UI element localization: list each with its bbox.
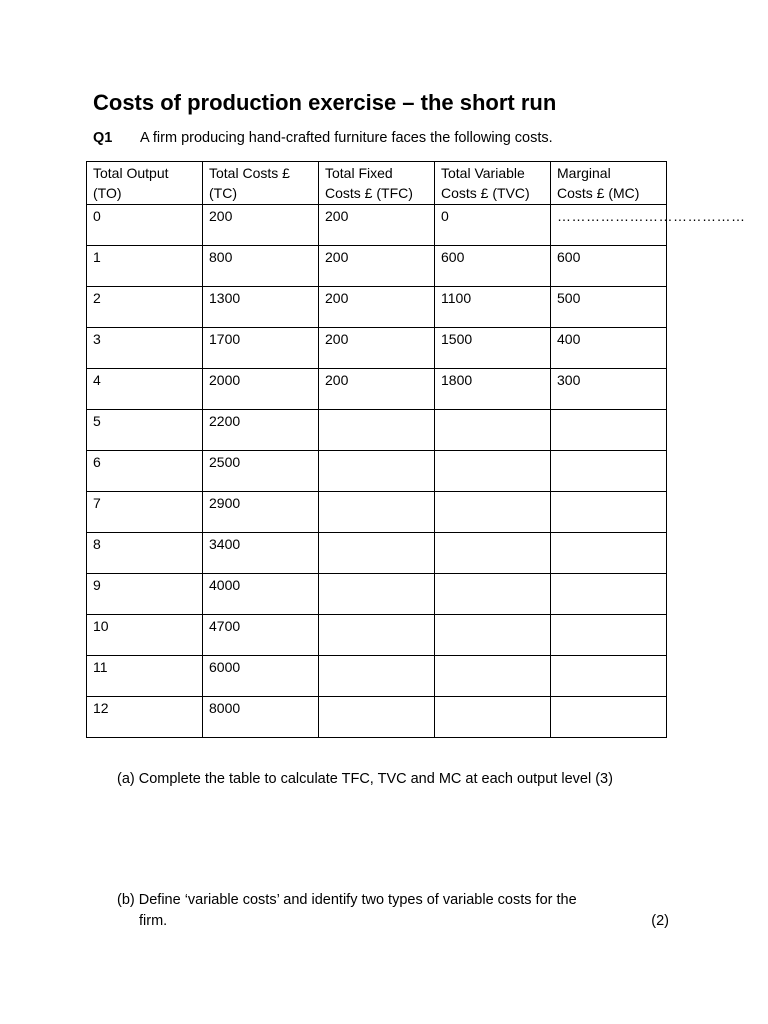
column-header-line: Total Variable: [441, 165, 525, 181]
table-row: [87, 492, 667, 533]
table-row: [87, 451, 667, 492]
table-cell: 1: [87, 246, 203, 287]
table-cell[interactable]: [319, 451, 435, 492]
table-cell: 0: [87, 205, 203, 246]
table-cell: 2500: [203, 451, 319, 492]
table-cell[interactable]: [435, 533, 551, 574]
part-b-line-1: (b) Define ‘variable costs’ and identify two types of variable costs for the: [117, 892, 577, 908]
table-cell: 1100: [435, 287, 551, 328]
table-cell: 1800: [435, 369, 551, 410]
table-cell: 2: [87, 287, 203, 328]
table-cell: 10: [87, 615, 203, 656]
table-row: [87, 656, 667, 697]
table-cell: 4: [87, 369, 203, 410]
table-cell: 200: [319, 328, 435, 369]
table-cell[interactable]: [551, 533, 667, 574]
table-row: [87, 287, 667, 328]
table-cell: 200: [319, 246, 435, 287]
table-cell[interactable]: [435, 451, 551, 492]
table-cell[interactable]: [435, 656, 551, 697]
table-cell: 600: [551, 246, 667, 287]
table-cell[interactable]: [319, 615, 435, 656]
table-cell: 1700: [203, 328, 319, 369]
table-row: [87, 697, 667, 738]
column-header-line: Costs £ (TVC): [441, 185, 530, 201]
table-cell[interactable]: [319, 574, 435, 615]
question-prompt: [93, 130, 553, 146]
column-header-line: Costs £ (TFC): [325, 185, 413, 201]
table-cell: 800: [203, 246, 319, 287]
table-cell: 1500: [435, 328, 551, 369]
table-cell: 8000: [203, 697, 319, 738]
table-cell: 1300: [203, 287, 319, 328]
table-cell: 4000: [203, 574, 319, 615]
table-cell[interactable]: [435, 410, 551, 451]
table-cell: 11: [87, 656, 203, 697]
table-cell[interactable]: [551, 492, 667, 533]
part-b-line-2-text: firm.: [139, 913, 168, 929]
part-b-instruction: [117, 890, 669, 932]
table-cell: 6: [87, 451, 203, 492]
table-cell[interactable]: [551, 656, 667, 697]
column-header: [435, 162, 551, 205]
table-cell[interactable]: [435, 615, 551, 656]
column-header-line: (TO): [93, 185, 122, 201]
table-cell: 12: [87, 697, 203, 738]
table-cell: 2000: [203, 369, 319, 410]
column-header: [87, 162, 203, 205]
table-cell: 600: [435, 246, 551, 287]
table-cell: 200: [203, 205, 319, 246]
table-cell[interactable]: [319, 533, 435, 574]
table-cell[interactable]: [551, 615, 667, 656]
table-cell[interactable]: [551, 697, 667, 738]
table-cell: 200: [319, 369, 435, 410]
table-row: [87, 205, 667, 246]
table-cell[interactable]: [319, 410, 435, 451]
column-header-line: (TC): [209, 185, 237, 201]
table-cell: 0: [435, 205, 551, 246]
column-header: [203, 162, 319, 205]
table-cell: 2900: [203, 492, 319, 533]
table-cell: 8: [87, 533, 203, 574]
table-cell: 9: [87, 574, 203, 615]
table-row: [87, 246, 667, 287]
table-cell: 400: [551, 328, 667, 369]
table-row: [87, 574, 667, 615]
header-row: [87, 162, 667, 205]
table-cell[interactable]: [551, 574, 667, 615]
costs-table-body: [87, 205, 746, 738]
table-cell: 200: [319, 205, 435, 246]
column-header-line: Total Output: [93, 165, 169, 181]
table-cell[interactable]: [435, 574, 551, 615]
question-number: Q1: [93, 130, 113, 146]
table-cell[interactable]: [551, 451, 667, 492]
column-header: [551, 162, 667, 205]
table-cell: …………………………………: [551, 205, 667, 246]
page-title: Costs of production exercise – the short run: [93, 90, 557, 115]
table-row: [87, 328, 667, 369]
table-cell: 7: [87, 492, 203, 533]
table-cell[interactable]: [319, 656, 435, 697]
table-row: [87, 369, 667, 410]
table-cell[interactable]: [435, 492, 551, 533]
costs-table-header: [87, 162, 667, 205]
table-cell: 500: [551, 287, 667, 328]
table-cell: 3: [87, 328, 203, 369]
column-header-line: Total Costs £: [209, 165, 290, 181]
table-cell[interactable]: [551, 410, 667, 451]
column-header: [319, 162, 435, 205]
table-cell: 5: [87, 410, 203, 451]
column-header-line: Total Fixed: [325, 165, 393, 181]
column-header-line: Marginal: [557, 165, 611, 181]
table-cell: 4700: [203, 615, 319, 656]
part-b-marks: (2): [651, 913, 669, 929]
column-header-line: Costs £ (MC): [557, 185, 640, 201]
table-cell[interactable]: [319, 697, 435, 738]
part-a-instruction: (a) Complete the table to calculate TFC, TVC and MC at each output level (3): [117, 771, 613, 787]
question-text: A firm producing hand-crafted furniture faces the following costs.: [140, 130, 553, 146]
costs-table: [86, 161, 746, 738]
table-row: [87, 533, 667, 574]
table-row: [87, 410, 667, 451]
part-b-line-2: [117, 911, 669, 932]
table-cell[interactable]: [435, 697, 551, 738]
table-row: [87, 615, 667, 656]
table-cell: 300: [551, 369, 667, 410]
table-cell[interactable]: [319, 492, 435, 533]
table-cell: 2200: [203, 410, 319, 451]
table-cell: 200: [319, 287, 435, 328]
table-cell: 3400: [203, 533, 319, 574]
table-cell: 6000: [203, 656, 319, 697]
